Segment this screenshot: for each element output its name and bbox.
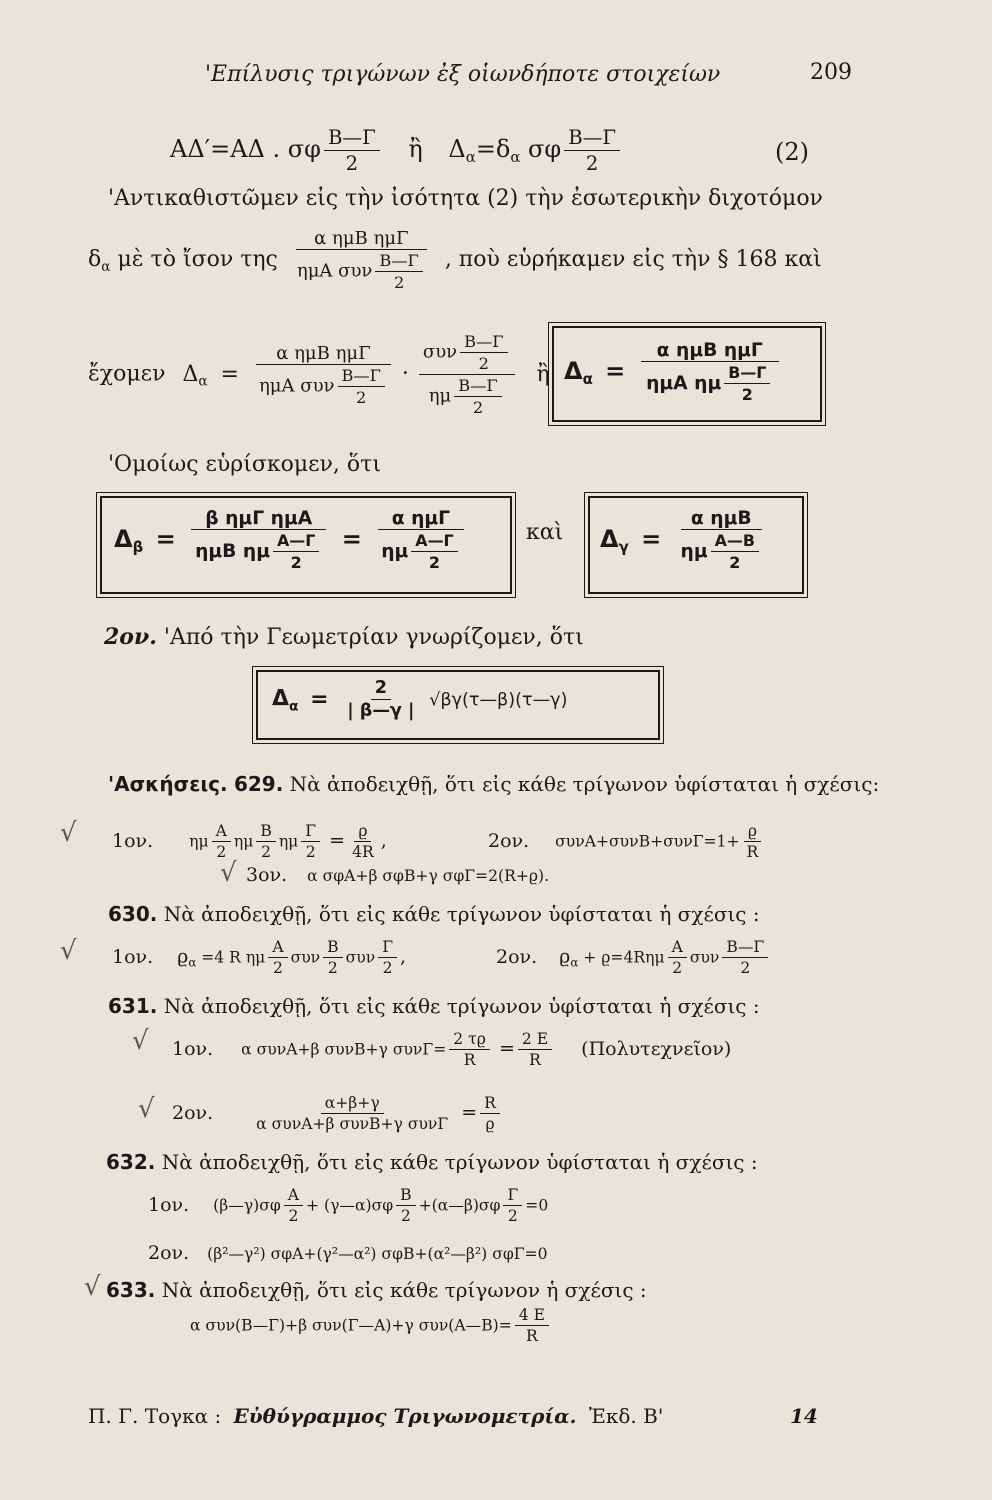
exercise-633: 633. Νὰ ἀποδειχθῇ, ὅτι εἰς κάθε τρίγωνον ἡ σχέσις : (106, 1278, 647, 1302)
footer: Π. Γ. Τογκα : Εὐθύγραμμος Τριγωνομετρία. Ἐκδ. Β' (88, 1404, 664, 1428)
fraction: α ημΓ ημ $\frac{A—\Gamma}{2}$ (377, 508, 464, 572)
checkmark-icon: √ (60, 818, 77, 848)
boxed-formula-root: $\Delta_\alpha$ = $\frac{2}{| \beta—\gamma |}$ √βγ(τ—β)(τ—γ) (256, 670, 660, 740)
fraction: α ημΒ ημ $\frac{A—B}{2}$ (677, 508, 766, 572)
fraction: α ημΒ ημΓ ημΑ συν $\frac{B—\Gamma}{2}$ (293, 228, 430, 292)
checkmark-icon: √ (138, 1094, 155, 1124)
fraction: συν $\frac{B—\Gamma}{2}$ ημ $\frac{B—\Gamma}{2}$ (419, 332, 515, 417)
fraction: $\frac{B—\Gamma}{2}$ (564, 126, 620, 175)
paragraph-line-with-fraction: $\delta_\alpha$ μὲ τὸ ἴσον της α ημΒ ημΓ ημΑ συν $\frac{B—\Gamma}{2}$ , ποὺ εὑρήκαμεν εἰς τὴν § 168 καὶ (88, 228, 822, 292)
boxed-formula-delta-beta: $\Delta_\beta$ = β ημΓ ημΑ ημΒ ημ $\frac{A—\Gamma}{2}$ = α ημΓ ημ $\frac{A—\Gamma}{2}$ (100, 496, 512, 594)
boxed-formula-delta-alpha: $\Delta_\alpha$ = α ημΒ ημΓ ημΑ ημ $\frac{B—\Gamma}{2}$ (552, 326, 822, 422)
fraction: $\frac{B—\Gamma}{2}$ (324, 126, 380, 175)
fraction: β ημΓ ημΑ ημΒ ημ $\frac{A—\Gamma}{2}$ (191, 508, 326, 572)
fraction: $\frac{2}{| \beta—\gamma |}$ (347, 678, 415, 721)
exercise-630-1: 1ον. $ϱ_\alpha =4$ R ημ $\frac{A}{2}$ συν $\frac{B}{2}$ συν $\frac{\Gamma}{2}$ , (112, 938, 407, 977)
section-2: 2ον. 'Από τὴν Γεωμετρίαν γνωρίζομεν, ὅτι (104, 624, 584, 650)
exercise-629-1: 1ον. ημ $\frac{A}{2}$ ημ $\frac{B}{2}$ ημ $\frac{\Gamma}{2}$ = $\frac{ϱ}{4R}$ , (112, 822, 387, 861)
fraction: α ημΒ ημΓ ημΑ ημ $\frac{B—\Gamma}{2}$ (641, 340, 779, 404)
exercise-629: 'Ασκήσεις. 629. Νὰ ἀποδειχθῇ, ὅτι εἰς κάθε τρίγωνον ὑφίσταται ἡ σχέσις: (108, 772, 880, 796)
page-number: 209 (810, 60, 852, 85)
checkmark-icon: √ (220, 858, 237, 888)
equation-2: ΑΔ′=ΑΔ . σφ $\frac{B—\Gamma}{2}$ ἢ $\Delta_\alpha=\delta_\alpha$ σφ $\frac{B—\Gamma}{2}$ (170, 126, 623, 175)
exercise-631-1: 1ον. α συνΑ+β συνΒ+γ συνΓ= $\frac{2 \tau ϱ}{R}$ = $\frac{2 E}{R}$ (Πολυτεχνεῖον) (172, 1030, 732, 1069)
checkmark-icon: √ (84, 1272, 101, 1302)
equation-label: (2) (775, 138, 809, 166)
exercise-630-2: 2ον. $ϱ_\alpha + ϱ=4R\eta\mu$ $\frac{A}{2}$ συν $\frac{B—\Gamma}{2}$ (496, 938, 771, 977)
equation-3: ἔχομεν $\Delta_\alpha$ = α ημΒ ημΓ ημΑ συν $\frac{B—\Gamma}{2}$ · συν $\frac{B—\Gamma}{2}$ ημ $\frac{B—\Gamma}{2}$ ἢ (88, 332, 550, 417)
checkmark-icon: √ (132, 1026, 149, 1056)
exercise-633-formula: α συν(Β—Γ)+β συν(Γ—Α)+γ συν(Α—Β)= $\frac{4 E}{R}$ (190, 1306, 552, 1345)
fraction: α ημΒ ημΓ ημΑ συν $\frac{B—\Gamma}{2}$ (255, 343, 392, 407)
conjunction: καὶ (526, 520, 564, 545)
exercise-631: 631. Νὰ ἀποδειχθῇ, ὅτι εἰς κάθε τρίγωνον ὑφίσταται ἡ σχέσις : (108, 994, 760, 1018)
running-title: 'Επίλυσις τριγώνων ἐξ οἱωνδήποτε στοιχείων (205, 62, 721, 87)
signature-mark: 14 (790, 1404, 818, 1428)
exercise-629-2: 2ον. συνΑ+συνΒ+συνΓ=1+ $\frac{ϱ}{R}$ (488, 822, 765, 861)
checkmark-icon: √ (60, 936, 77, 966)
exercise-629-3: 3ον. α σφΑ+β σφΒ+γ σφΓ=2(R+ϱ). (246, 864, 550, 886)
exercise-632-1: 1ον. (β—γ)σφ $\frac{A}{2}$ + (γ—α)σφ $\frac{B}{2}$ +(α—β)σφ $\frac{\Gamma}{2}$ =0 (148, 1186, 549, 1225)
paragraph-line: 'Ομοίως εὑρίσκομεν, ὅτι (108, 452, 381, 477)
boxed-formula-delta-gamma: $\Delta_\gamma$ = α ημΒ ημ $\frac{A—B}{2}$ (588, 496, 804, 594)
paragraph-line: 'Αντικαθιστῶμεν εἰς τὴν ἰσότητα (2) τὴν ἐσωτερικὴν διχοτόμον (108, 186, 823, 211)
exercise-632-2: 2ον. (β²—γ²) σφΑ+(γ²—α²) σφΒ+(α²—β²) σφΓ=0 (148, 1242, 548, 1264)
exercise-631-2: 2ον. $\frac{\alpha+\beta+\gamma}{\text{α συνΑ+β συνΒ+γ συνΓ}}$ = $\frac{R}{ϱ}$ (172, 1094, 503, 1133)
exercise-630: 630. Νὰ ἀποδειχθῇ, ὅτι εἰς κάθε τρίγωνον ὑφίσταται ἡ σχέσις : (108, 902, 760, 926)
exercise-632: 632. Νὰ ἀποδειχθῇ, ὅτι εἰς κάθε τρίγωνον ὑφίσταται ἡ σχέσις : (106, 1150, 758, 1174)
